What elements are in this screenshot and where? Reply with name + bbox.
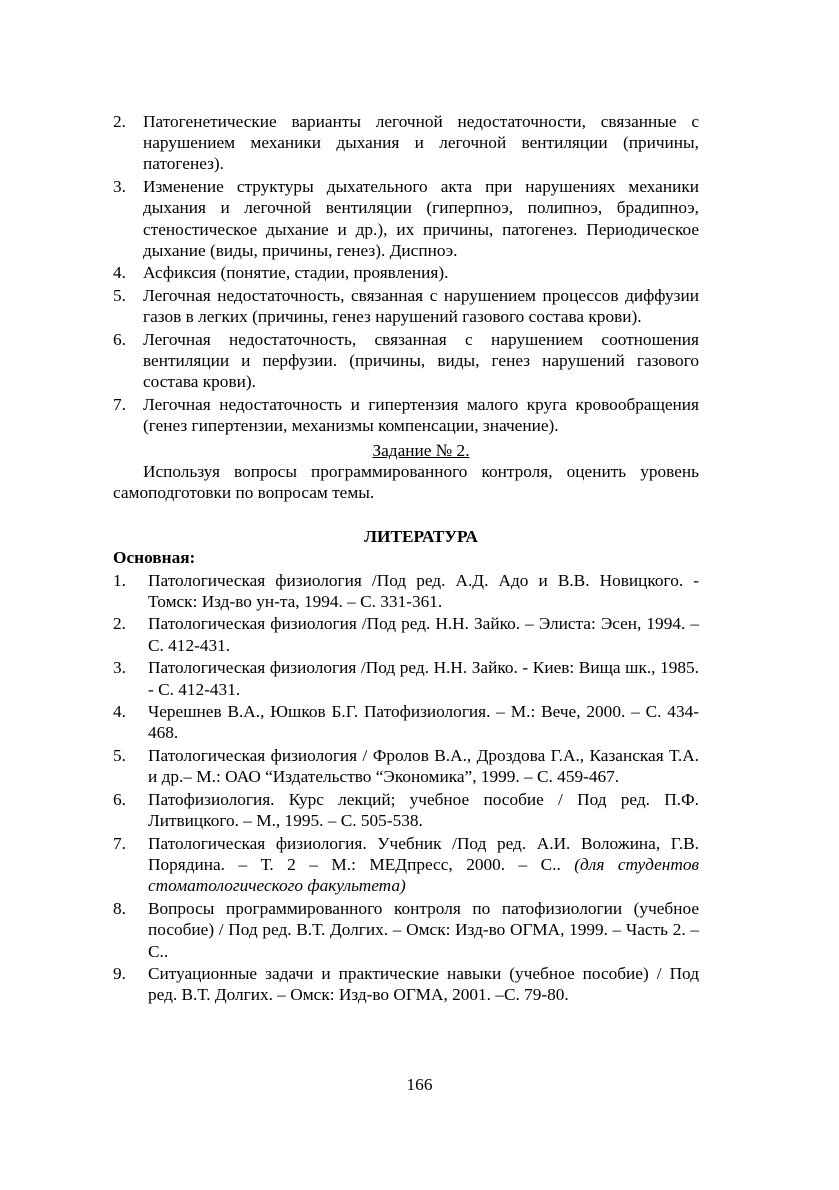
literature-list bbox=[113, 570, 699, 1006]
item-text: Патогенетические варианты легочной недостаточности, связанные с нарушением механики дыхания и легочной вентиляции (причины, патогенез). bbox=[143, 112, 699, 174]
item-text: Патологическая физиология / Фролов В.А., Дроздова Г.А., Казанская Т.А. и др.– М.: ОАО “Издательство “Экономика”, 1999. – С. 459-467. bbox=[148, 746, 699, 787]
page-content bbox=[113, 111, 699, 1007]
item-number: 1. bbox=[113, 570, 126, 590]
item-number: 6. bbox=[113, 790, 126, 810]
item-italic-note: (для студентов стоматологического факультета) bbox=[148, 855, 699, 896]
list-item bbox=[113, 657, 699, 699]
item-text: Легочная недостаточность, связанная с нарушением процессов диффузии газов в легких (причины, генез нарушений газового состава крови). bbox=[143, 286, 699, 327]
item-number: 7. bbox=[113, 395, 126, 415]
item-text: Черешнев В.А., Юшков Б.Г. Патофизиология. – М.: Вече, 2000. – С. 434-468. bbox=[148, 702, 699, 743]
item-text: Патологическая физиология /Под ред. Н.Н. Зайко. - Киев: Вища шк., 1985. - С. 412-431. bbox=[148, 658, 699, 699]
item-text: Изменение структуры дыхательного акта при нарушениях механики дыхания и легочной вентиляции (гиперпноэ, полипноэ, брадипноэ, стеностическое дыхание и др.), их причины, патогенез. Периодическое дыхание (виды, причины, генез). Диспноэ. bbox=[143, 177, 699, 260]
list-item bbox=[113, 898, 699, 962]
item-number: 9. bbox=[113, 964, 126, 984]
page-number: 166 bbox=[406, 1075, 433, 1094]
list-item bbox=[113, 262, 699, 283]
item-text: Ситуационные задачи и практические навыки (учебное пособие) / Под ред. В.Т. Долгих. – Омск: Изд-во ОГМА, 2001. –С. 79-80. bbox=[148, 964, 699, 1005]
item-text: Патологическая физиология /Под ред. А.Д. Адо и В.В. Новицкого. - Томск: Изд-во ун-та, 1994. – С. 331-361. bbox=[148, 570, 699, 611]
item-number: 2. bbox=[113, 614, 126, 634]
item-number: 7. bbox=[113, 834, 126, 853]
list-item bbox=[113, 329, 699, 393]
item-number: 5. bbox=[113, 286, 126, 306]
list-item bbox=[113, 789, 699, 831]
item-number: 2. bbox=[113, 112, 126, 131]
item-number: 3. bbox=[113, 177, 126, 197]
list-item bbox=[113, 394, 699, 436]
task-heading: Задание № 2. bbox=[372, 440, 470, 460]
list-item bbox=[113, 111, 699, 175]
item-number: 4. bbox=[113, 702, 126, 722]
literature-heading: ЛИТЕРАТУРА bbox=[364, 527, 478, 547]
item-text: Патологическая физиология /Под ред. Н.Н. Зайко. – Элиста: Эсен, 1994. – С. 412-431. bbox=[148, 614, 699, 655]
list-item bbox=[113, 963, 699, 1005]
item-text: Вопросы программированного контроля по патофизиологии (учебное пособие) / Под ред. В.Т. Долгих. – Омск: Изд-во ОГМА, 1999. – Часть 2. – С.. bbox=[148, 899, 699, 961]
item-text: Патологическая физиология. Учебник /Под ред. А.И. Воложина, Г.В. Порядина. – Т. 2 – М.: МЕДпресс, 2000. – С.. bbox=[148, 834, 699, 875]
item-text: Легочная недостаточность и гипертензия малого круга кровообращения (генез гипертензии, механизмы компенсации, значение). bbox=[143, 395, 699, 436]
item-text: Легочная недостаточность, связанная с нарушением соотношения вентиляции и перфузии. (причины, виды, генез нарушений газового состава крови). bbox=[143, 330, 699, 392]
list-item bbox=[113, 701, 699, 743]
list-item bbox=[113, 833, 699, 897]
item-number: 8. bbox=[113, 899, 126, 919]
list-item bbox=[113, 285, 699, 327]
item-number: 6. bbox=[113, 330, 126, 350]
list-item bbox=[113, 570, 699, 612]
questions-list bbox=[113, 111, 699, 437]
task-body: Используя вопросы программированного контроля, оценить уровень самоподготовки по вопросам темы. bbox=[113, 461, 699, 502]
basic-literature-heading: Основная: bbox=[113, 548, 196, 568]
item-number: 5. bbox=[113, 746, 126, 766]
list-item bbox=[113, 745, 699, 787]
list-item bbox=[113, 613, 699, 655]
item-number: 3. bbox=[113, 658, 126, 678]
item-text: Патофизиология. Курс лекций; учебное пособие / Под ред. П.Ф. Литвицкого. – М., 1995. – С. 505-538. bbox=[148, 790, 699, 831]
list-item bbox=[113, 176, 699, 261]
item-text: Асфиксия (понятие, стадии, проявления). bbox=[143, 263, 449, 283]
item-number: 4. bbox=[113, 263, 126, 283]
